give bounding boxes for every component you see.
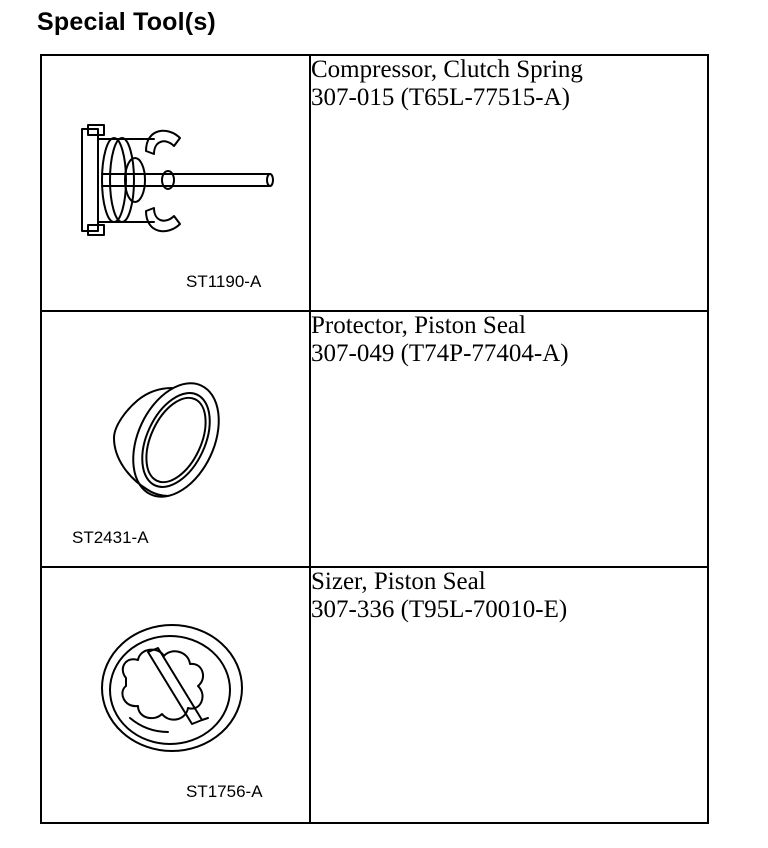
- tool-illustration-cell: [41, 55, 310, 311]
- illustration-code: ST1756-A: [186, 782, 263, 801]
- tool-illustration-cell: [41, 311, 310, 567]
- tool-description-cell: [310, 55, 708, 311]
- tool-description-cell: [310, 567, 708, 823]
- page-title: Special Tool(s): [37, 8, 216, 36]
- illustration-code: ST2431-A: [72, 528, 149, 547]
- tool-number: 307-049 (T74P-77404-A): [311, 340, 569, 367]
- tool-number: 307-336 (T95L-70010-E): [311, 596, 568, 623]
- tool-illustration-cell: [41, 567, 310, 823]
- clutch-spring-compressor-icon: [42, 56, 309, 310]
- tool-description-cell: [310, 311, 708, 567]
- illustration-code: ST1190-A: [186, 272, 262, 291]
- piston-seal-sizer-icon: [42, 568, 309, 822]
- table-row: [41, 567, 708, 823]
- table-row: [41, 311, 708, 567]
- tool-number: 307-015 (T65L-77515-A): [311, 84, 570, 111]
- table-row: [41, 55, 708, 311]
- special-tools-table: [40, 54, 709, 824]
- tool-name: Sizer, Piston Seal: [311, 568, 486, 595]
- tool-name: Protector, Piston Seal: [311, 312, 526, 339]
- tool-name: Compressor, Clutch Spring: [311, 56, 583, 83]
